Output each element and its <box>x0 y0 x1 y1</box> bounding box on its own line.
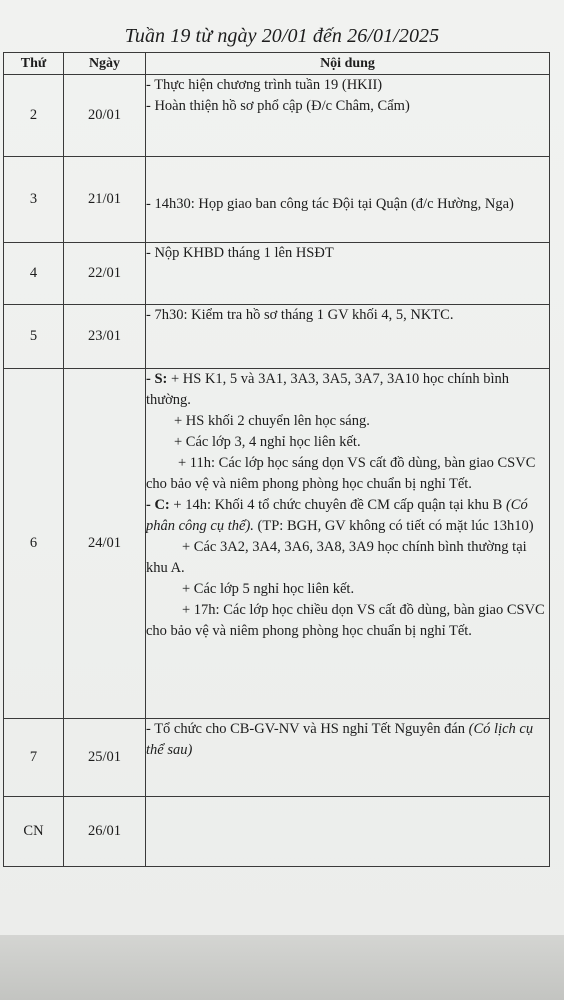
content-cell <box>146 75 550 157</box>
afternoon-item-extra: (TP: BGH, GV không có tiết có mặt lúc 13h10) <box>253 518 534 534</box>
afternoon-label: - C: <box>146 497 170 513</box>
day-of-week: 5 <box>4 305 64 369</box>
day-of-week: 3 <box>4 157 64 243</box>
content-cell <box>146 369 550 719</box>
table-row <box>4 75 550 157</box>
content-line: - Nộp KHBD tháng 1 lên HSĐT <box>146 245 334 261</box>
table-row <box>4 157 550 243</box>
afternoon-item-note: (Có phân công cụ thể). <box>146 497 528 534</box>
day-of-week: CN <box>4 797 64 867</box>
date: 22/01 <box>64 243 146 305</box>
content-cell <box>146 157 550 243</box>
afternoon-item <box>146 600 549 642</box>
content-note: (Có lịch cụ thể sau) <box>146 721 534 758</box>
afternoon-item <box>146 537 549 579</box>
content-line: - Hoàn thiện hồ sơ phổ cập (Đ/c Châm, Cẩm) <box>146 98 410 114</box>
morning-item: + HS khối 2 chuyển lên học sáng. <box>174 413 370 429</box>
afternoon-item: + Các lớp 5 nghỉ học liên kết. <box>182 581 355 597</box>
header-thu: Thứ <box>4 53 64 75</box>
morning-item <box>146 453 549 495</box>
day-of-week: 6 <box>4 369 64 719</box>
morning-label: - S: <box>146 371 168 387</box>
content-cell <box>146 243 550 305</box>
schedule-table <box>3 52 550 867</box>
date: 21/01 <box>64 157 146 243</box>
content-cell <box>146 719 550 797</box>
afternoon-item-text: + 17h: Các lớp học chiều dọn VS cất đồ dùng, bàn giao CSVC cho bảo vệ và niêm phong phòng học chuẩn bị nghỉ Tết. <box>146 602 545 639</box>
page-title: Tuần 19 từ ngày 20/01 đến 26/01/2025 <box>124 25 440 47</box>
content-cell-empty <box>146 797 550 867</box>
date: 23/01 <box>64 305 146 369</box>
date: 24/01 <box>64 369 146 719</box>
table-row <box>4 797 550 867</box>
content-line <box>146 495 549 537</box>
table-row <box>4 719 550 797</box>
day-of-week: 4 <box>4 243 64 305</box>
content-text: - Tổ chức cho CB-GV-NV và HS nghỉ Tết Nguyên đán <box>146 721 469 737</box>
date: 26/01 <box>64 797 146 867</box>
date: 25/01 <box>64 719 146 797</box>
content-line <box>146 719 549 761</box>
content-cell <box>146 305 550 369</box>
table-header-row <box>4 53 550 75</box>
afternoon-item-text: + Các 3A2, 3A4, 3A6, 3A8, 3A9 học chính bình thường tại khu A. <box>146 539 527 576</box>
table-row <box>4 305 550 369</box>
content-line: - Thực hiện chương trình tuần 19 (HKII) <box>146 77 383 93</box>
table-row <box>4 243 550 305</box>
day-of-week: 2 <box>4 75 64 157</box>
table-row <box>4 369 550 719</box>
content-line <box>146 369 549 411</box>
date: 20/01 <box>64 75 146 157</box>
morning-item: + Các lớp 3, 4 nghỉ học liên kết. <box>174 434 361 450</box>
afternoon-item: + 14h: Khối 4 tổ chức chuyên đề CM cấp quận tại khu B <box>169 497 506 513</box>
content-line: - 14h30: Họp giao ban công tác Đội tại Quận (đ/c Hường, Nga) <box>146 196 514 212</box>
content-line: - 7h30: Kiểm tra hồ sơ tháng 1 GV khối 4, 5, NKTC. <box>146 307 454 323</box>
page-shadow-background <box>0 935 564 1000</box>
morning-item-text: + 11h: Các lớp học sáng dọn VS cất đồ dùng, bàn giao CSVC cho bảo vệ và niêm phong phòng học chuẩn bị nghỉ Tết. <box>146 455 536 492</box>
header-ngay: Ngày <box>64 53 146 75</box>
morning-item: + HS K1, 5 và 3A1, 3A3, 3A5, 3A7, 3A10 học chính bình thường. <box>146 371 510 408</box>
header-noi-dung: Nội dung <box>146 53 550 75</box>
day-of-week: 7 <box>4 719 64 797</box>
